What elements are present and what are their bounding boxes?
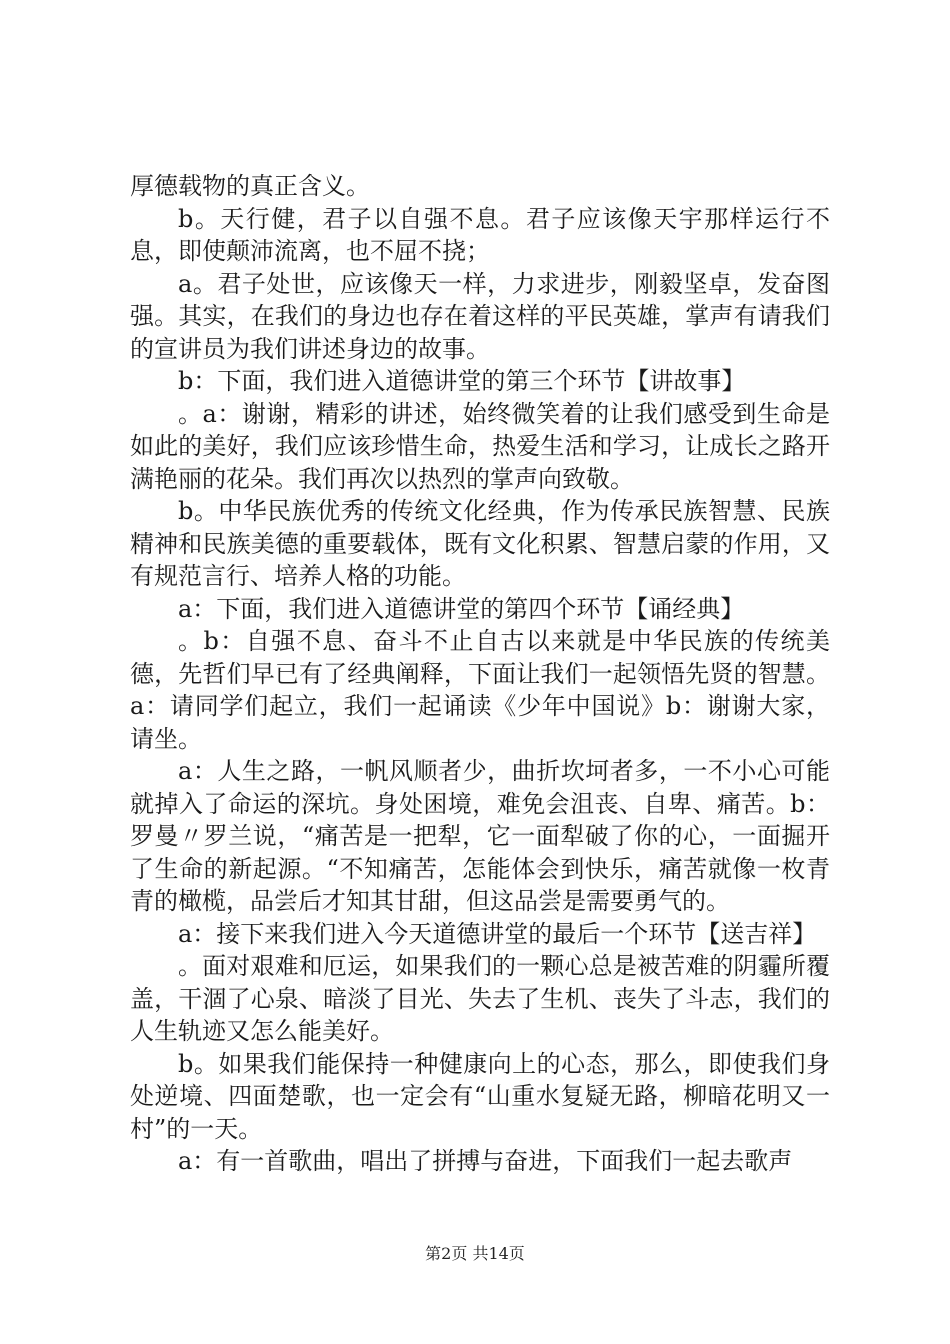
paragraph: b。如果我们能保持一种健康向上的心态，那么，即使我们身处逆境、四面楚歌，也一定会有“山重水复疑无路，柳暗花明又一村”的一天。: [130, 1049, 830, 1143]
paragraph: a：下面，我们进入道德讲堂的第四个环节【诵经典】: [178, 594, 745, 623]
document-body: [130, 170, 830, 1178]
paragraph: b：下面，我们进入道德讲堂的第三个环节【讲故事】: [178, 367, 746, 395]
paragraph: b。中华民族优秀的传统文化经典，作为传承民族智慧、民族精神和民族美德的重要载体，既有文化积累、智慧启蒙的作用，又有规范言行、培养人格的功能。: [130, 497, 830, 590]
paragraph: a：接下来我们进入今天道德讲堂的最后一个环节【送吉祥】: [178, 919, 817, 948]
paragraph: a。君子处世，应该像天一样，力求进步，刚毅坚卓，发奋图强。其实，在我们的身边也存在着这样的平民英雄，掌声有请我们的宣讲员为我们讲述身边的故事。: [130, 269, 830, 363]
paragraph: 。b：自强不息、奋斗不止自古以来就是中华民族的传统美德，先哲们早已有了经典阐释，下面让我们一起领悟先贤的智慧。a：请同学们起立，我们一起诵读《少年中国说》b：谢谢大家，请坐。: [130, 627, 830, 753]
paragraph: b。天行健，君子以自强不息。君子应该像天宇那样运行不息，即使颠沛流离，也不屈不挠；: [130, 204, 830, 265]
paragraph: 。面对艰难和厄运，如果我们的一颗心总是被苦难的阴霾所覆盖，干涸了心泉、暗淡了目光、失去了生机、丧失了斗志，我们的人生轨迹又怎么能美好。: [130, 952, 830, 1045]
paragraph: a：人生之路，一帆风顺者少，曲折坎坷者多，一不小心可能就掉入了命运的深坑。身处困境，难免会沮丧、自卑、痛苦。b：罗曼〃罗兰说，“痛苦是一把犁，它一面犁破了你的心，一面掘开了生命的新起源。“不知痛苦，怎能体会到快乐，痛苦就像一枚青青的橄榄，品尝后才知其甘甜，但这品尝是需要勇气的。: [130, 757, 830, 915]
page-number-footer: 第2页 共14页: [425, 1244, 525, 1263]
paragraph: 厚德载物的真正含义。: [130, 172, 370, 200]
paragraph: a：有一首歌曲，唱出了拼搏与奋进，下面我们一起去歌声: [178, 1147, 793, 1175]
paragraph: 。a：谢谢，精彩的讲述，始终微笑着的让我们感受到生命是如此的美好，我们应该珍惜生命，热爱生活和学习，让成长之路开满艳丽的花朵。我们再次以热烈的掌声向致敬。: [130, 399, 830, 493]
